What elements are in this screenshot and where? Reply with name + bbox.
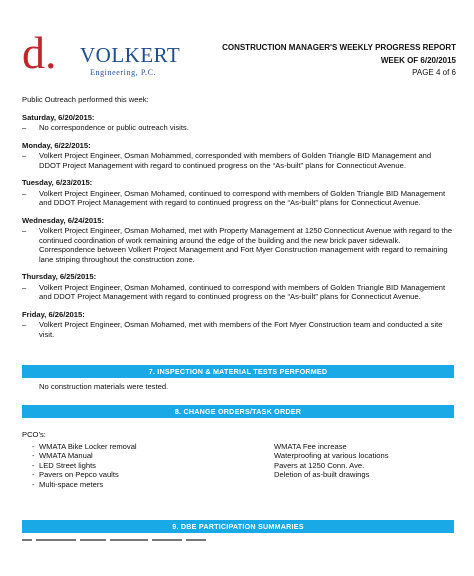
section-9-header: 9. DBE PARTICIPATION SUMMARIES	[22, 520, 454, 533]
day-entry	[22, 178, 454, 208]
pco-title: PCO’s:	[22, 430, 46, 439]
section-7-note: No construction materials were tested.	[39, 382, 169, 391]
day-entry	[22, 216, 454, 265]
pco-item: WMATA Fee increase	[274, 441, 347, 451]
day-entry	[22, 113, 454, 133]
report-header	[222, 42, 456, 80]
public-outreach-section	[22, 95, 454, 347]
pco-item: - Multi-space meters	[22, 480, 274, 490]
day-entry	[22, 141, 454, 171]
logo-subtitle: Engineering, P.C.	[90, 68, 157, 77]
pco-item: - LED Street lights	[22, 461, 274, 471]
day-item: – No correspondence or public outreach visits.	[22, 123, 454, 133]
pco-item: - Pavers on Pepco vaults	[22, 470, 274, 480]
day-item: – Volkert Project Engineer, Osman Mohammed, corresponded with members of Golden Triangle BID Management and DDOT Project Management with regard to continued progress on the “As-built” plans for Connecticut Avenue.	[22, 151, 454, 170]
day-item: – Volkert Project Engineer, Osman Mohamed, met with members of the Fort Myer Construction team and conducted a site visit.	[22, 320, 454, 339]
day-title: Wednesday, 6/24/2015:	[22, 215, 105, 225]
pco-item: Waterproofing at various locations	[274, 451, 389, 460]
logo-name: VOLKERT	[80, 43, 181, 67]
pco-item: - WMATA Manual	[22, 451, 274, 461]
pco-item: - WMATA Bike Locker removal	[22, 442, 274, 452]
pco-list	[22, 430, 454, 489]
outreach-intro: Public Outreach performed this week:	[22, 95, 149, 104]
pco-item: Pavers at 1250 Conn. Ave.	[274, 460, 365, 470]
day-title: Thursday, 6/25/2015:	[22, 272, 97, 281]
day-title: Friday, 6/26/2015:	[22, 309, 85, 319]
section-8-header: 8. CHANGE ORDERS/TASK ORDER	[22, 405, 454, 418]
section-7-header: 7. INSPECTION & MATERIAL TESTS PERFORMED	[22, 365, 454, 378]
day-entry	[22, 310, 454, 340]
day-item: – Volkert Project Engineer, Osman Mohamed, continued to correspond with members of Golden Triangle BID Management and DDOT Project Management with regard to continued progress on the “As-built” plans for Connecticut Avenue.	[22, 283, 454, 302]
pco-left-column	[22, 442, 274, 490]
page-number: PAGE 4 of 6	[412, 68, 456, 77]
report-week: WEEK OF 6/20/2015	[380, 55, 456, 65]
day-title: Tuesday, 6/23/2015:	[22, 178, 93, 187]
pco-right-column	[274, 442, 454, 490]
day-entry	[22, 272, 454, 302]
truncated-text-line	[22, 539, 222, 545]
volkert-logo	[22, 27, 192, 80]
pco-item: Deletion of as-built drawings	[274, 470, 370, 479]
report-title: CONSTRUCTION MANAGER'S WEEKLY PROGRESS REPORT	[222, 43, 456, 52]
day-title: Monday, 6/22/2015:	[22, 140, 91, 150]
day-item: – Volkert Project Engineer, Osman Mohamed, met with Property Management at 1250 Connecticut Avenue with regard to the continued coordination of work remaining around the edge of the building and the new brick paver sidewalk. Correspondence between Volkert Project Management and Fort Myer Construction management with regard to remaining lane striping throughout the construction zone.	[22, 226, 454, 264]
logo-letter: d.	[22, 27, 57, 78]
day-title: Saturday, 6/20/2015:	[22, 112, 95, 122]
day-item: – Volkert Project Engineer, Osman Mohamed, continued to correspond with members of Golden Triangle BID Management and DDOT Project Management with regard to continued progress on the “As-built” plans for Connecticut Avenue.	[22, 189, 454, 208]
